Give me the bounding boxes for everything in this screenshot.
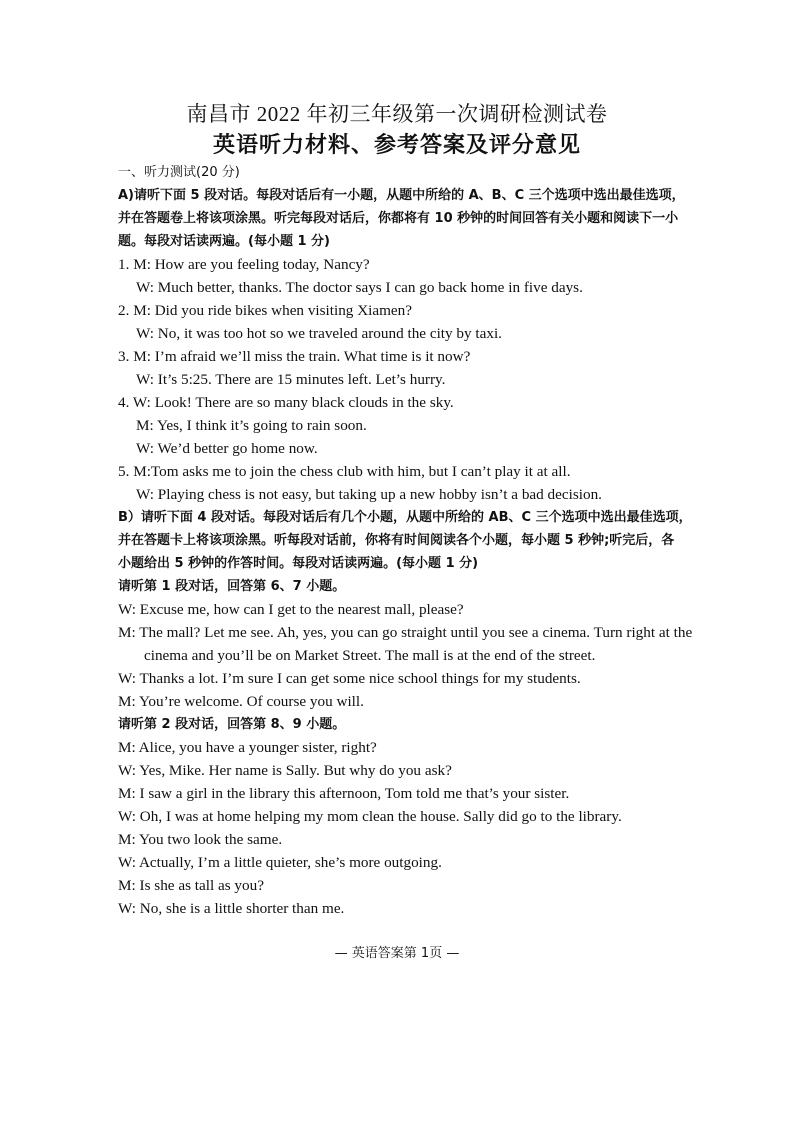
- partA-instruction-line: A)请听下面 5 段对话。每段对话后有一小题，从题中所给的 A、B、C 三个选项中选出最佳选项，: [118, 188, 685, 203]
- dialogue-line: M: Yes, I think it’s going to rain soon.: [136, 417, 367, 434]
- dialogue-line: W: Oh, I was at home helping my mom clean the house. Sally did go to the library.: [118, 808, 622, 825]
- dialogue-line: 4. W: Look! There are so many black clouds in the sky.: [118, 394, 454, 411]
- partB-instruction-line: 小题给出 5 秒钟的作答时间。每段对话读两遍。(每小题 1 分): [118, 556, 479, 571]
- dialogue-line: M: You two look the same.: [118, 831, 283, 848]
- dialogue-line: 2. M: Did you ride bikes when visiting Xiamen?: [118, 302, 413, 319]
- dialogue-line: W: Excuse me, how can I get to the nearest mall, please?: [118, 601, 464, 618]
- dialogue-line: cinema and you’ll be on Market Street. The mall is at the end of the street.: [144, 647, 596, 664]
- page-footer: — 英语答案第 1页 —: [334, 946, 460, 961]
- content-body: [118, 161, 718, 920]
- dialogue-line: W: Thanks a lot. I’m sure I can get some nice school things for my students.: [118, 670, 581, 687]
- dialogue-line: 3. M: I’m afraid we’ll miss the train. What time is it now?: [118, 348, 471, 365]
- dialogue-line: 1. M: How are you feeling today, Nancy?: [118, 256, 370, 273]
- partA-instruction-line: 题。每段对话读两遍。(每小题 1 分): [118, 234, 330, 249]
- dialogue-line: W: Yes, Mike. Her name is Sally. But why do you ask?: [118, 762, 452, 779]
- dialogue-line: M: The mall? Let me see. Ah, yes, you can go straight until you see a cinema. Turn right at the: [118, 624, 693, 641]
- dialogue-line: M: You’re welcome. Of course you will.: [118, 693, 364, 710]
- dialogue-line: M: Alice, you have a younger sister, right?: [118, 739, 377, 756]
- exam-title: 南昌市 2022 年初三年级第一次调研检测试卷: [186, 102, 608, 126]
- partA-instruction-line: 并在答题卷上将该项涂黑。听完每段对话后，你都将有 10 秒钟的时间回答有关小题和阅读下一小: [118, 211, 679, 226]
- dialogue-line: 5. M:Tom asks me to join the chess club with him, but I can’t play it at all.: [118, 463, 571, 480]
- document-subtitle: 英语听力材料、参考答案及评分意见: [212, 132, 581, 157]
- dialogue-heading: 请听第 2 段对话，回答第 8、9 小题。: [118, 717, 346, 732]
- dialogue-line: W: Actually, I’m a little quieter, she’s more outgoing.: [118, 854, 442, 871]
- dialogue-line: M: Is she as tall as you?: [118, 877, 264, 894]
- dialogue-line: W: No, it was too hot so we traveled around the city by taxi.: [136, 325, 502, 342]
- dialogue-line: M: I saw a girl in the library this afternoon, Tom told me that’s your sister.: [118, 785, 570, 802]
- dialogue-line: W: No, she is a little shorter than me.: [118, 900, 345, 917]
- dialogue-heading: 请听第 1 段对话，回答第 6、7 小题。: [118, 579, 346, 594]
- partB-instruction-line: B）请听下面 4 段对话。每段对话后有几个小题，从题中所给的 AB、C 三个选项中选出最佳选项，: [118, 510, 692, 525]
- dialogue-line: W: It’s 5:25. There are 15 minutes left. Let’s hurry.: [136, 371, 446, 388]
- dialogue-line: W: Playing chess is not easy, but taking up a new hobby isn’t a bad decision.: [136, 486, 602, 503]
- dialogue-line: W: Much better, thanks. The doctor says I can go back home in five days.: [136, 279, 583, 296]
- partB-instruction-line: 并在答题卡上将该项涂黑。听每段对话前，你将有时间阅读各个小题，每小题 5 秒钟;听完后，各: [118, 533, 675, 548]
- section-heading: 一、听力测试(20 分): [118, 165, 240, 180]
- dialogue-line: W: We’d better go home now.: [136, 440, 318, 457]
